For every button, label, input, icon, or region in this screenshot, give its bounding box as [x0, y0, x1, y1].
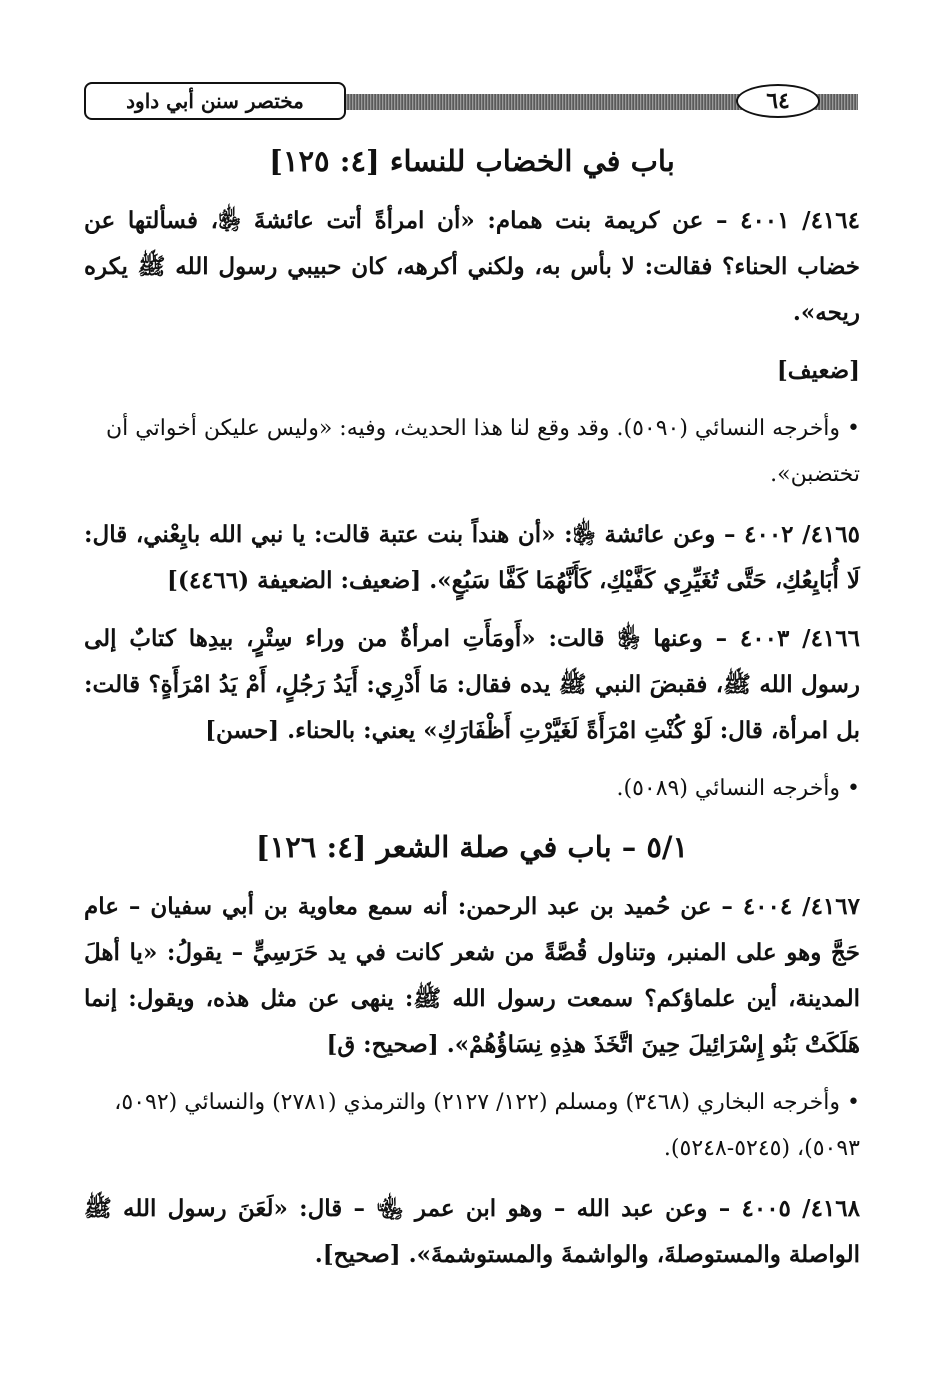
page-header: [84, 80, 858, 122]
takhrij-note: • وأخرجه النسائي (٥٠٩٠). وقد وقع لنا هذا الحديث، وفيه: «وليس عليكن أخواتي أن تختضبن».: [106, 416, 860, 487]
page-content: [84, 128, 860, 1290]
takhrij-note: • وأخرجه النسائي (٥٠٨٩).: [616, 776, 860, 801]
hadith-paragraph: ٤١٦٧/ ٤٠٠٤ – عن حُميد بن عبد الرحمن: أنه سمع معاوية بن أبي سفيان – عام حَجَّ وهو على المنبر، وتناول قُصَّةً من شعر كانت في يد حَرَسِيٍّ – يقولُ: «يا أهلَ المدينة، أين علماؤكم؟ سمعت رسول الله ﷺ: ينهى عن مثل هذه، ويقول: إنما هَلَكَتْ بَنُو إِسْرَائِيلَ حِينَ اتَّخَذَ هذِهِ نِسَاؤُهُمْ». [صحيح: ق]: [84, 893, 860, 1058]
takhrij-note: • وأخرجه البخاري (٣٤٦٨) ومسلم (١٢٢/ ٢١٢٧) والترمذي (٢٧٨١) والنسائي (٥٠٩٢، ٥٠٩٣)، (٥٢٤٥-٥٢٤٨).: [114, 1090, 860, 1161]
hadith-paragraph: ٤١٦٨/ ٤٠٠٥ – وعن عبد الله – وهو ابن عمر ﵄ – قال: «لَعَنَ رسول الله ﷺ الواصلة والمستوصلةَ، والواشمةَ والمستوشمةَ». [صحيح].: [84, 1195, 860, 1268]
hadith-paragraph: ٤١٦٥/ ٤٠٠٢ – وعن عائشة ﵂: «أن هنداً بنت عتبة قالت: يا نبي الله بايِعْني، قال: لَا أُبَايِعُكِ، حَتَّى تُغَيِّرِي كَفَّيْكِ، كَأَنَّهُمَا كَفَّا سَبُعٍ». [ضعيف: الضعيفة (٤٤٦٦)]: [84, 521, 860, 594]
book-title: مختصر سنن أبي داود: [84, 82, 346, 120]
section-heading: ٥/١ – باب في صلة الشعر [٤: ١٢٦]: [255, 830, 689, 864]
hadith-grade: [ضعيف]: [776, 357, 860, 384]
section-heading: باب في الخضاب للنساء [٤: ١٢٥]: [269, 144, 675, 178]
page-number: ٦٤: [736, 84, 820, 118]
hadith-paragraph: ٤١٦٦/ ٤٠٠٣ – وعنها ﵂ قالت: «أَومَأَتِ امرأةٌ من وراء سِتْرٍ، بيدِها كتابٌ إلى رسول الله ﷺ، فقبضَ النبي ﷺ يده فقال: مَا أَدْرِي: أَيَدُ رَجُلٍ، أَمْ يَدُ امْرَأَةٍ؟ قالت: بل امرأة، قال: لَوْ كُنْتِ امْرَأَةً لَغَيَّرْتِ أَظْفَارَكِ» يعني: بالحناء. [حسن]: [84, 625, 860, 744]
hadith-paragraph: ٤١٦٤/ ٤٠٠١ – عن كريمة بنت همام: «أن امرأةً أتت عائشةَ ﵂، فسألتها عن خضاب الحناء؟ فقالت: لا بأس به، ولكني أكرهه، كان حبيبي رسول الله ﷺ يكره ريحه».: [84, 207, 860, 326]
